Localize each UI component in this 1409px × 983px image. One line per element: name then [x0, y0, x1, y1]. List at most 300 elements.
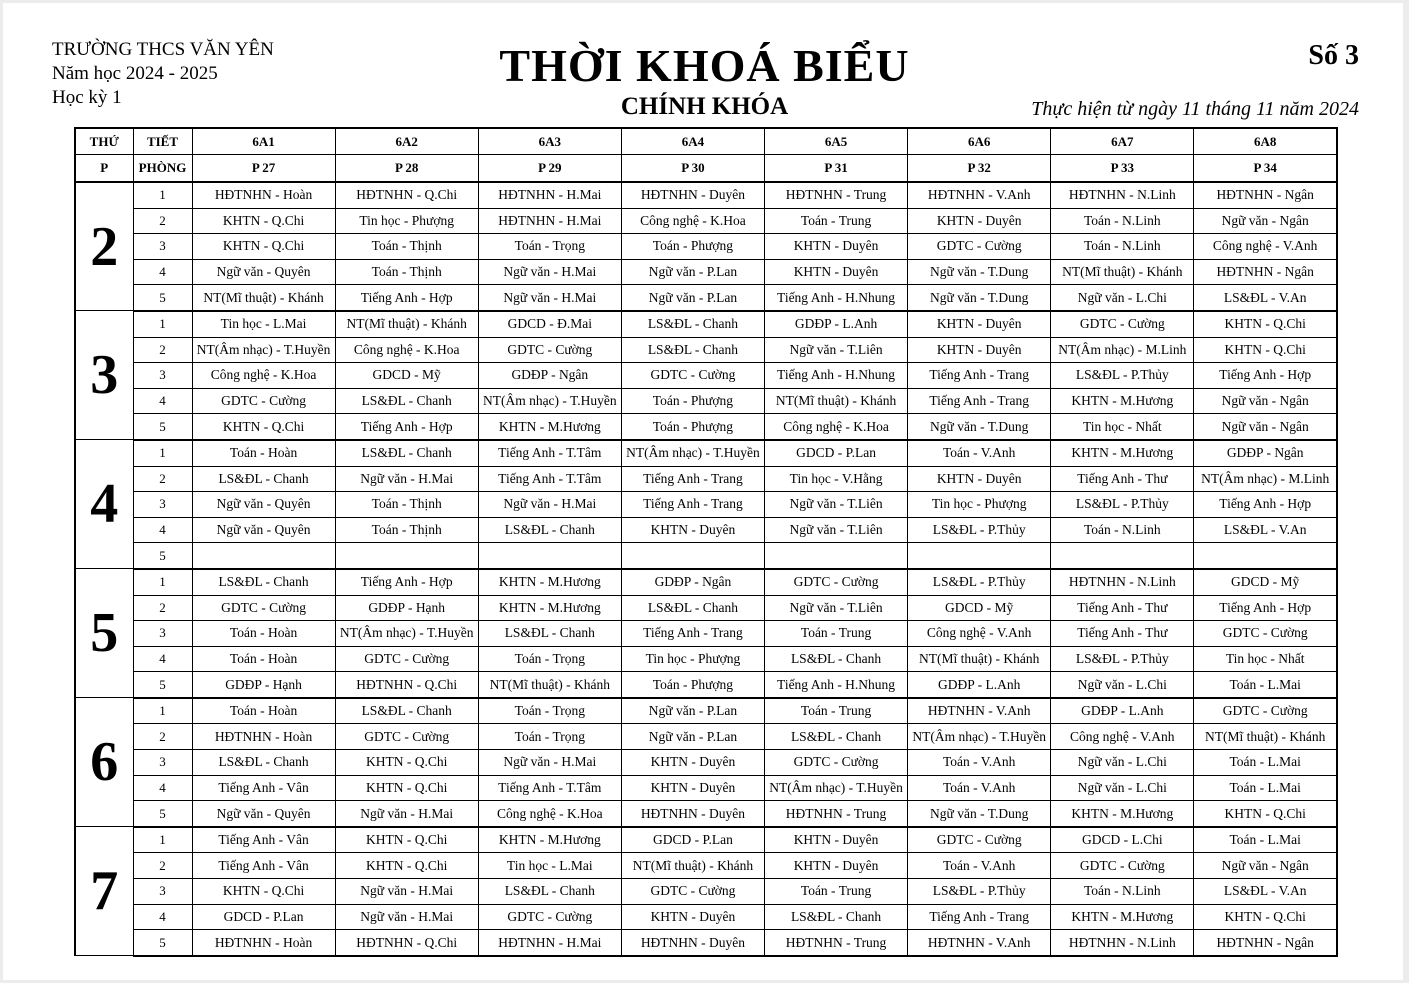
lesson-cell [1051, 543, 1194, 569]
lesson-cell: HĐTNHN - V.Anh [908, 182, 1051, 208]
room-cell: P 27 [192, 155, 335, 183]
lesson-cell: LS&ĐL - P.Thủy [1051, 492, 1194, 518]
period-cell: 1 [133, 311, 192, 337]
school-year: Năm học 2024 - 2025 [52, 63, 218, 84]
table-row [75, 879, 1337, 905]
class-header: 6A3 [478, 128, 621, 155]
period-cell: 1 [133, 440, 192, 466]
lesson-cell: KHTN - M.Hương [478, 569, 621, 595]
lesson-cell: GDĐP - Hạnh [335, 595, 478, 621]
lesson-cell: Ngữ văn - Ngân [1194, 208, 1337, 234]
lesson-cell: Tiếng Anh - Thư [1051, 621, 1194, 647]
lesson-cell: Toán - Trọng [478, 234, 621, 260]
lesson-cell: Toán - Trung [765, 698, 908, 724]
lesson-cell: KHTN - M.Hương [1051, 440, 1194, 466]
lesson-cell: Tiếng Anh - Trang [621, 621, 764, 647]
class-header: 6A8 [1194, 128, 1337, 155]
lesson-cell: Công nghệ - K.Hoa [192, 363, 335, 389]
lesson-cell: KHTN - Duyên [765, 234, 908, 260]
lesson-cell: LS&ĐL - Chanh [765, 646, 908, 672]
lesson-cell: KHTN - Q.Chi [1194, 337, 1337, 363]
lesson-cell: Công nghệ - K.Hoa [765, 414, 908, 440]
timetable [74, 127, 1338, 957]
lesson-cell: GDTC - Cường [478, 904, 621, 930]
lesson-cell: LS&ĐL - Chanh [192, 750, 335, 776]
lesson-cell: GDTC - Cường [1194, 621, 1337, 647]
table-row [75, 827, 1337, 853]
lesson-cell: Tiếng Anh - H.Nhung [765, 285, 908, 311]
lesson-cell: Ngữ văn - H.Mai [478, 750, 621, 776]
lesson-cell: KHTN - M.Hương [1051, 801, 1194, 827]
lesson-cell: KHTN - M.Hương [478, 827, 621, 853]
header-row-rooms [75, 155, 1337, 183]
lesson-cell: Tiếng Anh - Hợp [335, 285, 478, 311]
room-cell: P 31 [765, 155, 908, 183]
semester: Học kỳ 1 [52, 87, 122, 108]
lesson-cell: KHTN - Q.Chi [192, 208, 335, 234]
period-cell: 3 [133, 621, 192, 647]
lesson-cell: HĐTNHN - Hoàn [192, 182, 335, 208]
period-cell: 2 [133, 853, 192, 879]
lesson-cell: GDTC - Cường [621, 879, 764, 905]
lesson-cell: Tiếng Anh - Thư [1051, 466, 1194, 492]
period-cell: 4 [133, 904, 192, 930]
lesson-cell: Ngữ văn - Quyên [192, 259, 335, 285]
lesson-cell: Ngữ văn - Ngân [1194, 388, 1337, 414]
lesson-cell: Toán - Thịnh [335, 517, 478, 543]
lesson-cell: Ngữ văn - H.Mai [335, 879, 478, 905]
table-row [75, 930, 1337, 956]
lesson-cell: HĐTNHN - Hoàn [192, 724, 335, 750]
lesson-cell: HĐTNHN - Trung [765, 801, 908, 827]
lesson-cell: Ngữ văn - L.Chi [1051, 285, 1194, 311]
lesson-cell: Tin học - V.Hằng [765, 466, 908, 492]
lesson-cell: Tiếng Anh - Hợp [1194, 363, 1337, 389]
lesson-cell: GDTC - Cường [908, 827, 1051, 853]
lesson-cell: GDTC - Cường [1051, 853, 1194, 879]
period-cell: 1 [133, 569, 192, 595]
lesson-cell: GDTC - Cường [765, 569, 908, 595]
lesson-cell: GDCD - Đ.Mai [478, 311, 621, 337]
table-row [75, 569, 1337, 595]
lesson-cell: Tiếng Anh - Trang [621, 492, 764, 518]
lesson-cell: KHTN - Duyên [765, 827, 908, 853]
lesson-cell: HĐTNHN - Duyên [621, 930, 764, 956]
effective-date: Thực hiện từ ngày 11 tháng 11 năm 2024 [1031, 98, 1359, 120]
lesson-cell: Toán - N.Linh [1051, 208, 1194, 234]
lesson-cell: LS&ĐL - Chanh [335, 388, 478, 414]
lesson-cell: HĐTNHN - Q.Chi [335, 672, 478, 698]
lesson-cell: Toán - Hoàn [192, 698, 335, 724]
lesson-cell: Ngữ văn - T.Liên [765, 595, 908, 621]
period-cell: 5 [133, 543, 192, 569]
lesson-cell: GDTC - Cường [192, 388, 335, 414]
period-cell: 4 [133, 388, 192, 414]
lesson-cell: KHTN - Q.Chi [1194, 801, 1337, 827]
lesson-cell: GDĐP - L.Anh [765, 311, 908, 337]
lesson-cell: Tiếng Anh - H.Nhung [765, 672, 908, 698]
lesson-cell: Công nghệ - K.Hoa [335, 337, 478, 363]
lesson-cell: Toán - Thịnh [335, 492, 478, 518]
lesson-cell: GDTC - Cường [192, 595, 335, 621]
lesson-cell: Toán - Trọng [478, 724, 621, 750]
lesson-cell: Toán - Trung [765, 621, 908, 647]
table-row [75, 414, 1337, 440]
lesson-cell: LS&ĐL - Chanh [192, 569, 335, 595]
lesson-cell: Tiếng Anh - Vân [192, 775, 335, 801]
day-header: THỨ [75, 128, 133, 155]
lesson-cell: Toán - Phượng [621, 414, 764, 440]
lesson-cell: HĐTNHN - N.Linh [1051, 569, 1194, 595]
lesson-cell: Công nghệ - K.Hoa [478, 801, 621, 827]
period-header: TIẾT [133, 128, 192, 155]
lesson-cell: GDĐP - Ngân [621, 569, 764, 595]
lesson-cell: KHTN - M.Hương [1051, 388, 1194, 414]
lesson-cell: LS&ĐL - Chanh [621, 595, 764, 621]
lesson-cell: Công nghệ - K.Hoa [621, 208, 764, 234]
lesson-cell: Tin học - Phượng [908, 492, 1051, 518]
table-row [75, 543, 1337, 569]
lesson-cell: Ngữ văn - L.Chi [1051, 672, 1194, 698]
lesson-cell: NT(Mĩ thuật) - Khánh [1194, 724, 1337, 750]
table-row [75, 775, 1337, 801]
lesson-cell: KHTN - Q.Chi [192, 879, 335, 905]
lesson-cell: Tiếng Anh - Trang [621, 466, 764, 492]
room-cell: P 30 [621, 155, 764, 183]
lesson-cell: NT(Âm nhạc) - T.Huyền [621, 440, 764, 466]
table-row [75, 492, 1337, 518]
table-row [75, 801, 1337, 827]
lesson-cell: KHTN - Duyên [765, 259, 908, 285]
lesson-cell: GDTC - Cường [908, 234, 1051, 260]
lesson-cell: Ngữ văn - T.Dung [908, 414, 1051, 440]
table-row [75, 259, 1337, 285]
lesson-cell: KHTN - Q.Chi [335, 775, 478, 801]
room-cell: P 34 [1194, 155, 1337, 183]
table-row [75, 285, 1337, 311]
lesson-cell: Ngữ văn - H.Mai [478, 492, 621, 518]
lesson-cell: Tin học - L.Mai [478, 853, 621, 879]
lesson-cell: Toán - Phượng [621, 234, 764, 260]
period-cell: 2 [133, 337, 192, 363]
lesson-cell: Tiếng Anh - Hợp [1194, 595, 1337, 621]
lesson-cell: Tiếng Anh - T.Tâm [478, 466, 621, 492]
class-header: 6A2 [335, 128, 478, 155]
lesson-cell: NT(Âm nhạc) - T.Huyền [192, 337, 335, 363]
lesson-cell: Ngữ văn - P.Lan [621, 724, 764, 750]
period-cell: 2 [133, 724, 192, 750]
lesson-cell: Ngữ văn - H.Mai [335, 466, 478, 492]
period-cell: 2 [133, 208, 192, 234]
lesson-cell: HĐTNHN - H.Mai [478, 930, 621, 956]
lesson-cell: NT(Âm nhạc) - T.Huyền [335, 621, 478, 647]
document-title: THỜI KHOÁ BIỂU [499, 40, 910, 91]
lesson-cell: HĐTNHN - Hoàn [192, 930, 335, 956]
day-cell: 4 [75, 440, 133, 569]
class-header: 6A4 [621, 128, 764, 155]
lesson-cell: NT(Mĩ thuật) - Khánh [765, 388, 908, 414]
class-header: 6A1 [192, 128, 335, 155]
lesson-cell: LS&ĐL - P.Thủy [1051, 646, 1194, 672]
lesson-cell [478, 543, 621, 569]
lesson-cell: KHTN - Q.Chi [1194, 311, 1337, 337]
lesson-cell [765, 543, 908, 569]
lesson-cell: Toán - Hoàn [192, 621, 335, 647]
period-cell: 4 [133, 259, 192, 285]
day-cell: 3 [75, 311, 133, 440]
lesson-cell: HĐTNHN - V.Anh [908, 930, 1051, 956]
lesson-cell: Ngữ văn - H.Mai [478, 259, 621, 285]
lesson-cell: Tin học - Phượng [621, 646, 764, 672]
lesson-cell: Tiếng Anh - Hợp [335, 414, 478, 440]
lesson-cell: Tiếng Anh - Trang [908, 388, 1051, 414]
lesson-cell: GDCD - Mỹ [908, 595, 1051, 621]
lesson-cell: Tin học - Nhất [1051, 414, 1194, 440]
lesson-cell: GDTC - Cường [765, 750, 908, 776]
period-cell: 4 [133, 775, 192, 801]
lesson-cell: KHTN - Duyên [621, 750, 764, 776]
lesson-cell: NT(Âm nhạc) - M.Linh [1194, 466, 1337, 492]
lesson-cell: NT(Âm nhạc) - M.Linh [1051, 337, 1194, 363]
lesson-cell: KHTN - Duyên [621, 775, 764, 801]
table-row [75, 363, 1337, 389]
lesson-cell: Toán - Trọng [478, 698, 621, 724]
lesson-cell: KHTN - Duyên [908, 208, 1051, 234]
lesson-cell: Tiếng Anh - Thư [1051, 595, 1194, 621]
lesson-cell: NT(Mĩ thuật) - Khánh [192, 285, 335, 311]
lesson-cell: KHTN - Q.Chi [335, 827, 478, 853]
lesson-cell: NT(Âm nhạc) - T.Huyền [765, 775, 908, 801]
lesson-cell: LS&ĐL - P.Thủy [1051, 363, 1194, 389]
lesson-cell: HĐTNHN - Ngân [1194, 259, 1337, 285]
lesson-cell: KHTN - Q.Chi [335, 750, 478, 776]
lesson-cell: Ngữ văn - H.Mai [335, 801, 478, 827]
lesson-cell: GDCD - P.Lan [192, 904, 335, 930]
lesson-cell: GDĐP - Ngân [478, 363, 621, 389]
class-header: 6A5 [765, 128, 908, 155]
table-row [75, 698, 1337, 724]
lesson-cell: LS&ĐL - P.Thủy [908, 879, 1051, 905]
lesson-cell: HĐTNHN - N.Linh [1051, 930, 1194, 956]
lesson-cell: Ngữ văn - T.Dung [908, 259, 1051, 285]
lesson-cell: NT(Âm nhạc) - T.Huyền [908, 724, 1051, 750]
lesson-cell: Công nghệ - V.Anh [1051, 724, 1194, 750]
period-cell: 3 [133, 492, 192, 518]
period-cell: 4 [133, 517, 192, 543]
table-row [75, 595, 1337, 621]
lesson-cell: NT(Mĩ thuật) - Khánh [908, 646, 1051, 672]
lesson-cell: Toán - L.Mai [1194, 827, 1337, 853]
lesson-cell: GDTC - Cường [335, 724, 478, 750]
lesson-cell: HĐTNHN - H.Mai [478, 182, 621, 208]
lesson-cell: HĐTNHN - Ngân [1194, 182, 1337, 208]
lesson-cell: GDĐP - L.Anh [908, 672, 1051, 698]
lesson-cell: Ngữ văn - H.Mai [478, 285, 621, 311]
period-cell: 2 [133, 595, 192, 621]
lesson-cell: Ngữ văn - L.Chi [1051, 775, 1194, 801]
room-cell: P 32 [908, 155, 1051, 183]
lesson-cell: Toán - Hoàn [192, 440, 335, 466]
lesson-cell: HĐTNHN - Q.Chi [335, 182, 478, 208]
period-cell: 3 [133, 234, 192, 260]
day-cell: 6 [75, 698, 133, 827]
lesson-cell: Tiếng Anh - T.Tâm [478, 775, 621, 801]
table-row [75, 646, 1337, 672]
table-row [75, 440, 1337, 466]
lesson-cell: GDCD - L.Chi [1051, 827, 1194, 853]
table-row [75, 517, 1337, 543]
lesson-cell: Ngữ văn - T.Liên [765, 492, 908, 518]
lesson-cell: GDCD - P.Lan [621, 827, 764, 853]
lesson-cell: LS&ĐL - V.An [1194, 517, 1337, 543]
period-cell: 1 [133, 182, 192, 208]
lesson-cell: LS&ĐL - V.An [1194, 879, 1337, 905]
lesson-cell: Toán - Trung [765, 208, 908, 234]
lesson-cell: LS&ĐL - P.Thủy [908, 569, 1051, 595]
lesson-cell: HĐTNHN - N.Linh [1051, 182, 1194, 208]
lesson-cell: GDĐP - Hạnh [192, 672, 335, 698]
table-row [75, 208, 1337, 234]
lesson-cell: LS&ĐL - Chanh [478, 621, 621, 647]
period-cell: 5 [133, 672, 192, 698]
lesson-cell: GDTC - Cường [335, 646, 478, 672]
lesson-cell: Toán - Phượng [621, 388, 764, 414]
lesson-cell: Toán - Phượng [621, 672, 764, 698]
lesson-cell: Tiếng Anh - Trang [908, 363, 1051, 389]
lesson-cell: KHTN - M.Hương [478, 595, 621, 621]
lesson-cell: LS&ĐL - Chanh [335, 698, 478, 724]
lesson-cell: LS&ĐL - Chanh [765, 904, 908, 930]
table-row [75, 904, 1337, 930]
lesson-cell: HĐTNHN - Trung [765, 182, 908, 208]
lesson-cell: Toán - Hoàn [192, 646, 335, 672]
table-row [75, 672, 1337, 698]
lesson-cell: KHTN - Duyên [621, 904, 764, 930]
lesson-cell: KHTN - Q.Chi [192, 234, 335, 260]
lesson-cell: Tiếng Anh - Trang [908, 904, 1051, 930]
lesson-cell: KHTN - Q.Chi [335, 853, 478, 879]
lesson-cell: GDĐP - Ngân [1194, 440, 1337, 466]
table-row [75, 724, 1337, 750]
header-row-classes [75, 128, 1337, 155]
lesson-cell: Tin học - Phượng [335, 208, 478, 234]
lesson-cell: Tiếng Anh - Hợp [1194, 492, 1337, 518]
lesson-cell: LS&ĐL - P.Thủy [908, 517, 1051, 543]
lesson-cell: Toán - L.Mai [1194, 672, 1337, 698]
lesson-cell: KHTN - Q.Chi [1194, 904, 1337, 930]
room-cell: P 33 [1051, 155, 1194, 183]
lesson-cell: Ngữ văn - Quyên [192, 801, 335, 827]
lesson-cell: Toán - V.Anh [908, 775, 1051, 801]
lesson-cell: GDCD - P.Lan [765, 440, 908, 466]
lesson-cell: Tin học - Nhất [1194, 646, 1337, 672]
period-cell: 5 [133, 930, 192, 956]
lesson-cell: Toán - Thịnh [335, 259, 478, 285]
lesson-cell: Ngữ văn - Ngân [1194, 853, 1337, 879]
lesson-cell: KHTN - M.Hương [1051, 904, 1194, 930]
lesson-cell: Công nghệ - V.Anh [1194, 234, 1337, 260]
lesson-cell: Ngữ văn - L.Chi [1051, 750, 1194, 776]
lesson-cell: Toán - L.Mai [1194, 775, 1337, 801]
lesson-cell: HĐTNHN - V.Anh [908, 698, 1051, 724]
lesson-cell: KHTN - Q.Chi [192, 414, 335, 440]
timetable-body [75, 182, 1337, 956]
p-header: P [75, 155, 133, 183]
lesson-cell: Ngữ văn - T.Dung [908, 285, 1051, 311]
lesson-cell: Tiếng Anh - Vân [192, 853, 335, 879]
period-cell: 5 [133, 285, 192, 311]
lesson-cell: Toán - V.Anh [908, 853, 1051, 879]
class-header: 6A6 [908, 128, 1051, 155]
lesson-cell [1194, 543, 1337, 569]
period-cell: 5 [133, 414, 192, 440]
lesson-cell [908, 543, 1051, 569]
lesson-cell: Tiếng Anh - Hợp [335, 569, 478, 595]
lesson-cell: Ngữ văn - Quyên [192, 492, 335, 518]
class-header: 6A7 [1051, 128, 1194, 155]
lesson-cell: GDTC - Cường [621, 363, 764, 389]
lesson-cell: Ngữ văn - Quyên [192, 517, 335, 543]
lesson-cell: NT(Mĩ thuật) - Khánh [1051, 259, 1194, 285]
lesson-cell: Tiếng Anh - T.Tâm [478, 440, 621, 466]
lesson-cell: GDTC - Cường [478, 337, 621, 363]
day-cell: 7 [75, 827, 133, 956]
period-cell: 5 [133, 801, 192, 827]
lesson-cell: NT(Mĩ thuật) - Khánh [478, 672, 621, 698]
lesson-cell: LS&ĐL - Chanh [765, 724, 908, 750]
lesson-cell: Tin học - L.Mai [192, 311, 335, 337]
lesson-cell: GDĐP - L.Anh [1051, 698, 1194, 724]
lesson-cell: Công nghệ - V.Anh [908, 621, 1051, 647]
lesson-cell: HĐTNHN - Duyên [621, 801, 764, 827]
lesson-cell: Ngữ văn - P.Lan [621, 259, 764, 285]
day-cell: 5 [75, 569, 133, 698]
period-cell: 3 [133, 879, 192, 905]
lesson-cell: GDTC - Cường [1051, 311, 1194, 337]
lesson-cell [621, 543, 764, 569]
day-cell: 2 [75, 182, 133, 311]
sheet-number: Số 3 [1308, 40, 1359, 71]
lesson-cell: KHTN - Duyên [765, 853, 908, 879]
lesson-cell: KHTN - Duyên [908, 337, 1051, 363]
lesson-cell: Toán - V.Anh [908, 440, 1051, 466]
period-cell: 3 [133, 363, 192, 389]
lesson-cell: KHTN - Duyên [908, 311, 1051, 337]
lesson-cell: Ngữ văn - P.Lan [621, 698, 764, 724]
lesson-cell: NT(Mĩ thuật) - Khánh [621, 853, 764, 879]
lesson-cell [192, 543, 335, 569]
period-cell: 1 [133, 827, 192, 853]
lesson-cell: HĐTNHN - H.Mai [478, 208, 621, 234]
lesson-cell: Toán - Trung [765, 879, 908, 905]
lesson-cell: Ngữ văn - P.Lan [621, 285, 764, 311]
lesson-cell: HĐTNHN - Ngân [1194, 930, 1337, 956]
table-row [75, 182, 1337, 208]
school-name: TRƯỜNG THCS VĂN YÊN [52, 39, 274, 60]
lesson-cell: Toán - Trọng [478, 646, 621, 672]
lesson-cell: GDTC - Cường [1194, 698, 1337, 724]
lesson-cell: Ngữ văn - T.Liên [765, 517, 908, 543]
lesson-cell: HĐTNHN - Q.Chi [335, 930, 478, 956]
lesson-cell: LS&ĐL - V.An [1194, 285, 1337, 311]
lesson-cell: Tiếng Anh - H.Nhung [765, 363, 908, 389]
lesson-cell: Ngữ văn - Ngân [1194, 414, 1337, 440]
table-row [75, 234, 1337, 260]
lesson-cell: HĐTNHN - Duyên [621, 182, 764, 208]
lesson-cell [335, 543, 478, 569]
table-row [75, 337, 1337, 363]
room-cell: P 29 [478, 155, 621, 183]
